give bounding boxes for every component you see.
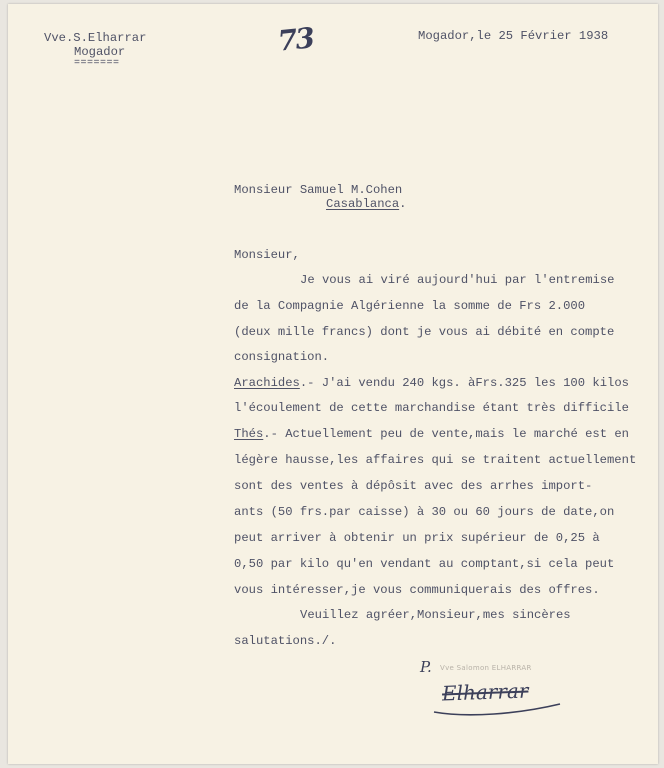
recipient-city: Casablanca	[326, 197, 400, 211]
signature-text: Elharrar	[441, 678, 529, 706]
arachides-line	[234, 377, 629, 389]
body-line: Je vous ai viré aujourd'hui par l'entremise	[300, 273, 615, 287]
recipient-city-end: .	[399, 197, 407, 211]
body-line: ants (50 frs.par caisse) à 30 ou 60 jours de date,on	[234, 505, 615, 519]
body-line: de la Compagnie Algérienne la somme de Frs 2.000	[234, 299, 586, 313]
body-line: (deux mille francs) dont je vous ai débité en compte	[234, 325, 615, 339]
sender-name: Vve.S.Elharrar	[44, 31, 147, 45]
place-date: Mogador,le 25 Février 1938	[418, 29, 609, 43]
faint-stamp: Vve Salomon ELHARRAR	[440, 664, 532, 672]
sender-rule: =======	[74, 58, 120, 69]
per-procuration-mark: P.	[420, 658, 432, 676]
thes-line	[234, 428, 629, 440]
closing-line: Veuillez agréer,Monsieur,mes sincères	[300, 608, 571, 622]
thes-text: .- Actuellement peu de vente,mais le marché est en	[263, 427, 629, 441]
body-line: peut arriver à obtenir un prix supérieur de 0,25 à	[234, 531, 600, 545]
sender-city: Mogador	[74, 45, 126, 59]
signature-flourish	[428, 696, 568, 722]
arachides-label: Arachides	[234, 376, 300, 390]
arachides-text: .- J'ai vendu 240 kgs. àFrs.325 les 100 kilos	[299, 376, 629, 390]
recipient-city-line	[326, 198, 406, 210]
recipient-name: Monsieur Samuel M.Cohen	[234, 183, 403, 197]
page-number: 73	[276, 21, 315, 58]
body-line: sont des ventes à dépôsit avec des arrhes import-	[234, 479, 593, 493]
letter-page	[8, 4, 658, 764]
body-line: l'écoulement de cette marchandise étant très difficile	[234, 401, 629, 415]
body-line: vous intéresser,je vous communiquerais des offres.	[234, 583, 600, 597]
body-line: 0,50 par kilo qu'en vendant au comptant,si cela peut	[234, 557, 615, 571]
body-line: consignation.	[234, 350, 330, 364]
body-line: légère hausse,les affaires qui se traitent actuellement	[234, 453, 637, 467]
salutation: Monsieur,	[234, 248, 300, 262]
thes-label: Thés	[234, 427, 264, 441]
closing-line: salutations./.	[234, 634, 337, 648]
